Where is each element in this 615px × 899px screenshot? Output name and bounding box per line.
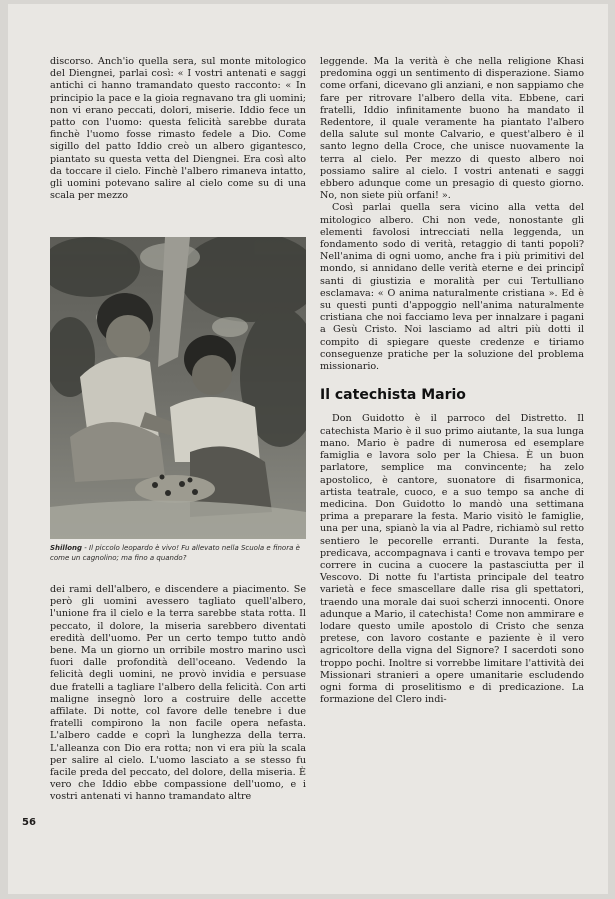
caption-text: - Il piccolo leopardo è vivo! Fu allevato nella Scuola e finora è come un cagnolino; ma fino a quando? — [50, 544, 300, 562]
paragraph: Così parlai quella sera vicino alla vetta del mitologico albero. Chi non vede, nonostante gli elementi favolosi intrecciati nella leggenda, un fondamento sodo di verità, retaggio di tanti popoli? Nell'anima di ogni uomo, anche fra i più primitivi del mondo, si annidano delle verità eterne e dei principî santi di giustizia e moralità per cui Tertulliano esclamava: « O anima naturalmente cristiana ». Ed è su questi punti d'appoggio nell'anima naturalmente cristiana che noi facciamo leva per innalzare i pagani a Gesù Cristo. Noi lasciamo ad altri più dotti il compito di spiegare queste credenze e tiriamo conseguenze pratiche per la soluzione del problema missionario. — [320, 202, 584, 373]
page-number: 56 — [22, 817, 36, 828]
left-column-bottom — [50, 584, 306, 804]
photo-image — [50, 237, 306, 539]
photo-caption — [50, 544, 306, 563]
right-column — [320, 56, 584, 706]
magazine-page — [8, 4, 608, 894]
paragraph: leggende. Ma la verità è che nella religione Khasi predomina oggi un sentimento di disperazione. Siamo come orfani, dicevano gli anziani, e non sappiamo che fare per ritrovare l'albero della vita. Ebbene, cari fratelli, Iddio infinitamente buono ha mandato il Redentore, il quale veramente ha piantato l'albero della salute sul monte Calvario, e quest'albero è il santo legno della Croce, che unisce nuovamente la terra al cielo. Per mezzo di questo albero noi possiamo salire al cielo. I vostri antenati e saggi ebbero adunque come un presagio di questo giorno. No, non siete più orfani! ». — [320, 56, 584, 202]
paragraph: dei rami dell'albero, e discendere a piacimento. Se però gli uomini avessero tagliato quell'albero, l'unione fra il cielo e la terra sarebbe stata rotta. Il peccato, il dolore, la miseria sarebbero diventati eredità dell'uomo. Per un certo tempo tutto andò bene. Ma un giorno un orribile mostro marino uscì fuori dalle profondità dell'oceano. Vedendo la felicità degli uomini, ne provò invidia e persuase due fratelli a tagliare l'albero della felicità. Con arti maligne insegnò loro a costruire delle accette affilate. Di notte, col favore delle tenebre i due fratelli compirono la non facile opera nefasta. L'albero cadde e coprì la lunghezza della terra. L'alleanza con Dio era rotta; non vi era più la scala per salire al cielo. L'uomo lasciato a se stesso fu facile preda del peccato, del dolore, della miseria. È vero che Iddio ebbe compassione dell'uomo, e i vostri antenati vi hanno tramandato altre — [50, 584, 306, 803]
paragraph: Don Guidotto è il parroco del Distretto. Il catechista Mario è il suo primo aiutante, la sua lunga mano. Mario è padre di numerosa ed esemplare famiglia e lavora solo per la Chiesa. È un buon parlatore, semplice ma convincente; ha zelo apostolico, è cantore, suonatore di fisarmonica, artista teatrale, cuoco, e a suo tempo sa anche di medicina. Don Guidotto lo mandò una settimana prima a preparare la festa. Mario visitò le famiglie, una per una, spianò la via al Padre, richiamò sul retto sentiero le pecorelle erranti. Durante la festa, predicava, accompagnava i canti e trovava tempo per correre in cucina a cuocere la pastasciutta per il Vescovo. Di notte fu l'artista principale del teatro varietà e fece smascellare dalle risa gli spettatori, traendo una morale dai suoi scherzi innocenti. Onore adunque a Mario, il catechista! Come non ammirare e lodare questo umile apostolo di Cristo che senza pretese, con lavoro costante e paziente è il vero agricoltore della vigna del Signore? I sacerdoti sono troppo pochi. Inoltre si vorrebbe limitare l'attività dei Missionari stranieri a opere umanitarie escludendo ogni forma di proselitismo e di predicazione. La formazione del Clero indi- — [320, 413, 584, 706]
caption-place: Shillong — [50, 544, 83, 552]
photo-children-with-leopard — [50, 237, 306, 539]
section-heading: Il catechista Mario — [320, 387, 466, 404]
left-column-top — [50, 56, 306, 202]
paragraph: discorso. Anch'io quella sera, sul monte mitologico del Diengnei, parlai così: « I vostri antenati e saggi antichi ci hanno tramandato questo racconto: « In principio la pace e la gioia regnavano tra gli uomini; non vi erano peccati, dolori, miserie. Iddio fece un patto con l'uomo: questa felicità sarebbe durata finchè l'uomo fosse rimasto fedele a Dio. Come sigillo del patto Iddio creò un albero gigantesco, piantato su questa vetta del Diengnei. Era così alto da toccare il cielo. Finchè l'albero rimaneva intatto, gli uomini potevano salire al cielo come su di una scala per mezzo — [50, 56, 306, 202]
